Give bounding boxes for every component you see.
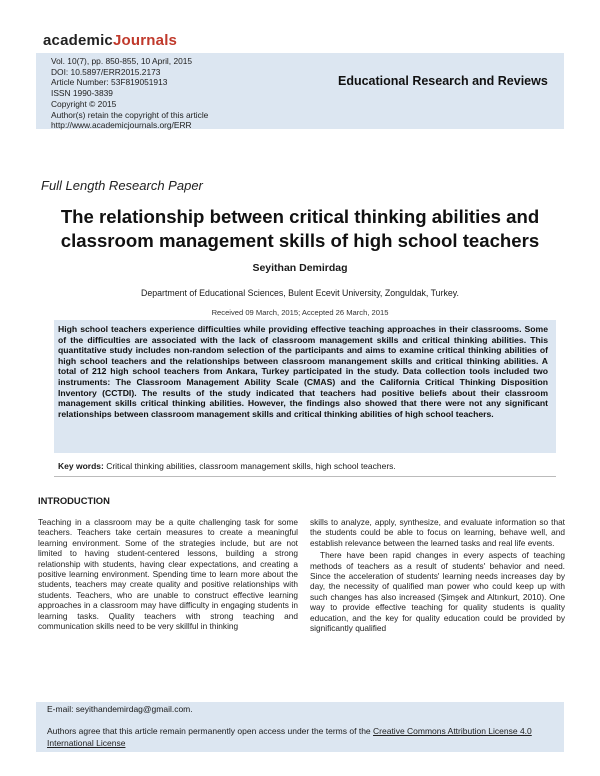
abstract-text: High school teachers experience difficulties while providing effective teaching approaches in their classrooms. Some of the difficulties are associated with the lack of classroom management skills and critical thinking abilities. This quantitative study includes non-random selection of the participants and aims to examine critical thinking abilities of high school teachers and the relationships between classroom manangement skills and critical thinking abilities. A total of 212 high school teachers from Ankara, Turkey participated in the study. Data collection tools included two instruments: The Classroom Management Ability Scale (CMAS) and the California Critical Thinking Disposition Inventory (CCTDI). The results of the study indicated that teachers had positive beliefs about their classroom management skills critical thinking abilities. However, the findings also showed that there were not any significant relationships between classroom management skills and critical thinking abilities of high school teachers. <box>58 324 548 419</box>
meta-url[interactable]: http://www.academicjournals.org/ERR <box>51 120 192 131</box>
license-notice: Authors agree that this article remain permanently open access under the terms of the Creative Commons Attribution License 4.0 International License <box>47 726 532 748</box>
meta-article-number: Article Number: 53F819051913 <box>51 77 168 88</box>
paper-type: Full Length Research Paper <box>41 178 203 193</box>
article-metadata <box>51 56 208 131</box>
author-email[interactable]: E-mail: seyithandemirdag@gmail.com. <box>47 704 193 714</box>
paragraph: skills to analyze, apply, synthesize, and evaluate information so that the students could be able to focus on learning, behave well, and establish relevance between the learned tasks and real life events. <box>310 517 565 548</box>
text-column-right <box>310 517 565 633</box>
keywords-divider <box>54 476 556 477</box>
text-column-left <box>38 517 298 631</box>
received-dates: Received 09 March, 2015; Accepted 26 March, 2015 <box>211 308 389 317</box>
meta-issn: ISSN 1990-3839 <box>51 88 113 99</box>
keywords-label: Key words: <box>58 461 104 471</box>
meta-rights: Author(s) retain the copyright of this article <box>51 109 209 120</box>
keywords-text: Critical thinking abilities, classroom management skills, high school teachers. <box>103 461 396 471</box>
meta-volume: Vol. 10(7), pp. 850-855, 10 April, 2015 <box>51 56 193 66</box>
license-link[interactable]: Creative Commons Attribution License 4.0 International License <box>47 726 532 748</box>
section-heading-introduction: INTRODUCTION <box>38 495 110 506</box>
keywords <box>58 461 558 471</box>
journal-name: Educational Research and Reviews <box>338 74 548 88</box>
paragraph: There have been rapid changes in every aspects of teaching methods of teachers as a result of students' behavior and need. Since the acceleration of students' learning needs increases day by day, the necessity of qualified man power who could keep up with such changes has also increased (Şimşek and Altınkurt, 2010). One way to provide effective teaching for quality students is quality education, and the key for quality education could be provided by significantly qualified <box>310 550 565 634</box>
paper-title: The relationship between critical thinking abilities and classroom management skills of high school teachers <box>60 206 540 251</box>
meta-copyright: Copyright © 2015 <box>51 98 117 109</box>
author-affiliation: Department of Educational Sciences, Bulent Ecevit University, Zonguldak, Turkey. <box>141 288 459 298</box>
meta-doi: DOI: 10.5897/ERR2015.2173 <box>51 66 161 77</box>
author-name: Seyithan Demirdag <box>252 262 348 274</box>
journal-logo: academicJournals <box>43 32 178 49</box>
paragraph: Teaching in a classroom may be a quite challenging task for some teachers. Teachers take certain measures to create a meaningful learning environment. Some of the strategies include, but are not limited to having student-centered lessons, building a strong relationship with students, having clear expectations, and creating a positive learning environment. Spending time to learn more about the students, teachers may create quality and positive relationships with students. Teachers, who are unable to construct effective learning approaches in a classroom may have difficulty in engaging students in learning tasks. Quality teachers with strong teaching and communication skills need to be very skillful in thinking <box>38 517 298 632</box>
